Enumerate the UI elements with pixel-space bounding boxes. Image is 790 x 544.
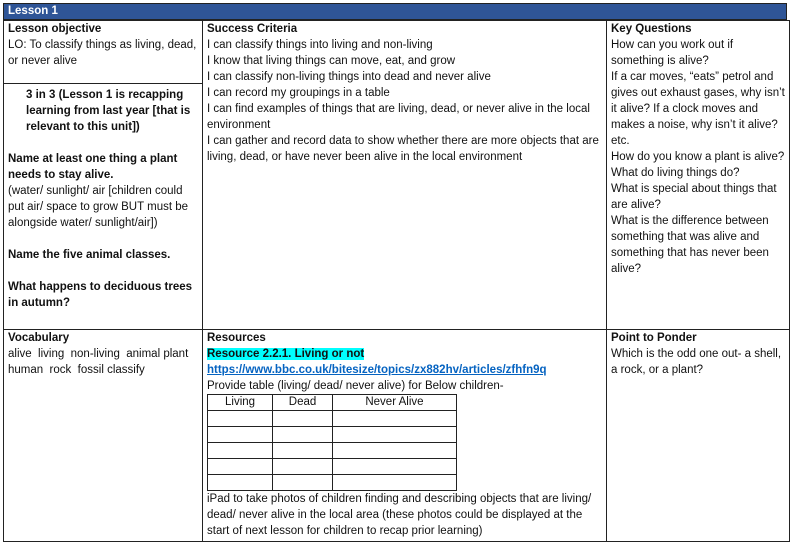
question-3: What happens to deciduous trees in autumn?	[8, 281, 193, 309]
col-living: Living	[208, 395, 273, 411]
success-item: I can classify non-living things into dead and never alive	[207, 71, 491, 83]
question-2: Name the five animal classes.	[8, 249, 171, 261]
lesson-header: Lesson 1	[3, 3, 787, 20]
grouping-table	[207, 394, 457, 491]
success-item: I can gather and record data to show whether there are more objects that are living, dead, or have never been alive in the local environment	[207, 135, 599, 163]
success-item: I can find examples of things that are living, dead, or never alive in the local environment	[207, 103, 590, 131]
bbc-link[interactable]: https://www.bbc.co.uk/bitesize/topics/zx882hv/articles/zfhfn9q	[207, 364, 547, 376]
key-questions-cell	[607, 21, 790, 330]
question-1-answer: (water/ sunlight/ air [children could put air/ space to grow BUT must be alongside water/ sunlight/air])	[8, 185, 189, 229]
col-dead: Dead	[273, 395, 333, 411]
resources-title: Resources	[207, 332, 266, 344]
objective-lo: LO: To classify things as living, dead, or never alive	[8, 39, 197, 67]
success-item: I can classify things into living and non-living	[207, 39, 433, 51]
lesson-plan	[3, 3, 787, 542]
question-1: Name at least one thing a plant needs to stay alive.	[8, 153, 178, 181]
key-item: What do living things do?	[611, 167, 740, 179]
recap-box	[4, 83, 202, 311]
success-title: Success Criteria	[207, 23, 298, 35]
success-item: I can record my groupings in a table	[207, 87, 390, 99]
resources-cell	[203, 330, 607, 542]
objective-cell	[4, 21, 203, 330]
ipad-text: iPad to take photos of children finding and describing objects that are living/ dead/ never alive in the local area (these photos could be displayed at the start of next lesson for children to recap prior learning)	[207, 493, 592, 537]
ponder-cell	[607, 330, 790, 542]
ponder-text: Which is the odd one out- a shell, a rock, or a plant?	[611, 348, 782, 376]
resource-label: Resource 2.2.1. Living or not	[207, 348, 365, 360]
success-item: I know that living things can move, eat, and grow	[207, 55, 456, 67]
recap-text: 3 in 3 (Lesson 1 is recapping learning from last year [that is relevant to this unit])	[26, 89, 191, 133]
vocab-cell	[4, 330, 203, 542]
vocab-text: alive living non-living animal plant human rock fossil classify	[8, 348, 195, 376]
key-item: What is special about things that are alive?	[611, 183, 777, 211]
lesson-table	[3, 20, 790, 542]
key-item: What is the difference between something that was alive and something that has never been alive?	[611, 215, 769, 275]
key-title: Key Questions	[611, 23, 692, 35]
objective-title: Lesson objective	[8, 23, 102, 35]
vocab-title: Vocabulary	[8, 332, 70, 344]
ponder-title: Point to Ponder	[611, 332, 697, 344]
key-item: If a car moves, “eats” petrol and gives out exhaust gases, why isn’t it alive? If a clock moves and makes a noise, why isn’t it alive? etc.	[611, 71, 785, 147]
col-never-alive: Never Alive	[332, 395, 456, 411]
provide-text: Provide table (living/ dead/ never alive) for Below children-	[207, 380, 504, 392]
success-cell	[203, 21, 607, 330]
key-item: How do you know a plant is alive?	[611, 151, 785, 163]
key-item: How can you work out if something is alive?	[611, 39, 734, 67]
